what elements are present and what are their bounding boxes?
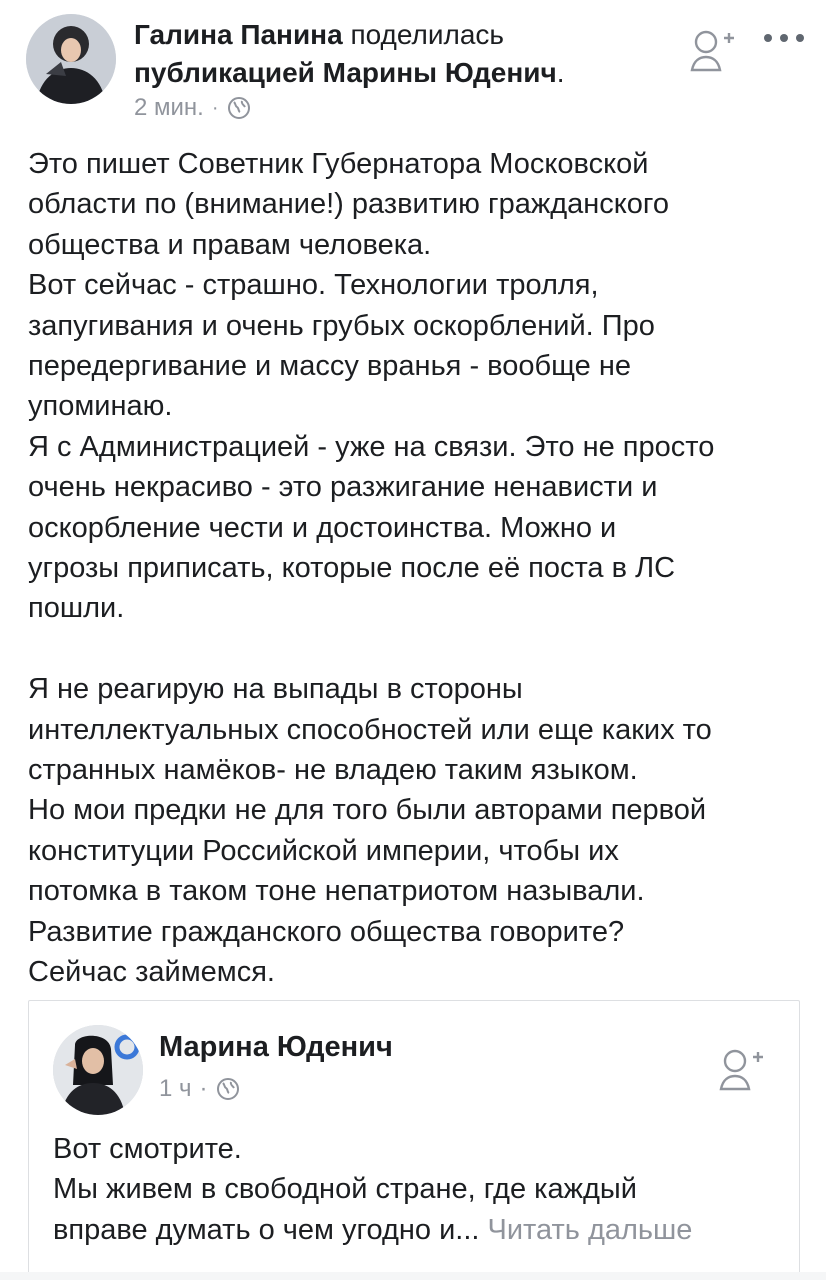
post-body-line: оскорбление чести и достоинства. Можно и bbox=[28, 511, 617, 544]
see-more-link[interactable]: Читать дальше bbox=[487, 1213, 693, 1246]
author-avatar[interactable] bbox=[26, 14, 116, 104]
add-friend-icon[interactable] bbox=[690, 26, 736, 76]
shared-body-line: вправе думать о чем угодно и... bbox=[53, 1213, 480, 1246]
post-body-line: Я с Администрацией - уже на связи. Это не просто bbox=[28, 430, 715, 463]
author-name[interactable]: Галина Панина bbox=[134, 19, 343, 50]
post-body-line: Вот сейчас - страшно. Технологии тролля, bbox=[28, 269, 599, 302]
shared-meta-separator: · bbox=[199, 1075, 208, 1102]
post-body bbox=[28, 144, 808, 993]
header-line-2 bbox=[134, 54, 674, 92]
globe-icon[interactable] bbox=[216, 1077, 240, 1101]
post-meta bbox=[134, 94, 251, 122]
shared-author-avatar[interactable] bbox=[53, 1025, 143, 1115]
post-body-line: интеллектуальных способностей или еще каких то bbox=[28, 713, 712, 746]
post-body-line: Сейчас займемся. bbox=[28, 956, 275, 989]
add-friend-icon[interactable] bbox=[719, 1045, 765, 1095]
post-body-line: странных намёков- не владею таким языком. bbox=[28, 754, 638, 787]
shared-from-link[interactable]: публикацией Марины Юденич bbox=[134, 57, 557, 88]
post-body-line: области по (внимание!) развитию гражданского bbox=[28, 188, 670, 221]
post-body-line: Это пишет Советник Губернатора Московской bbox=[28, 148, 649, 180]
post-body-line: запугивания и очень грубых оскорблений. Про bbox=[28, 309, 655, 342]
post-body-line: Я не реагирую на выпады в стороны bbox=[28, 673, 523, 706]
post-body-line: общества и правам человека. bbox=[28, 228, 432, 261]
header-period: . bbox=[556, 57, 565, 88]
post-body-line: конституции Российской империи, чтобы их bbox=[28, 834, 619, 867]
shared-post-meta bbox=[159, 1075, 240, 1103]
post-header-text bbox=[134, 16, 674, 92]
post-body-line: пошли. bbox=[28, 592, 125, 625]
shared-author-avatar-image bbox=[53, 1025, 143, 1115]
shared-post-body bbox=[53, 1129, 793, 1250]
header-line-1 bbox=[134, 16, 674, 54]
shared-body-line: Вот смотрите. bbox=[53, 1133, 242, 1165]
post-body-line: передергивание и массу вранья - вообще не bbox=[28, 350, 631, 383]
bottom-strip bbox=[0, 1272, 826, 1280]
post-body-line: потомка в таком тоне непатриотом называли. bbox=[28, 875, 645, 908]
post-body-line: Но мои предки не для того были авторами первой bbox=[28, 794, 707, 827]
shared-author-name[interactable]: Марина Юденич bbox=[159, 1031, 393, 1063]
post-header bbox=[0, 0, 826, 140]
globe-icon[interactable] bbox=[227, 96, 251, 120]
shared-body-line-3 bbox=[53, 1210, 793, 1250]
more-icon[interactable] bbox=[762, 30, 806, 46]
shared-post-card[interactable] bbox=[28, 1000, 800, 1280]
shared-body-line: Мы живем в свободной стране, где каждый bbox=[53, 1173, 637, 1206]
author-avatar-image bbox=[26, 14, 116, 104]
paragraph-gap bbox=[28, 629, 808, 669]
post-body-line: Развитие гражданского общества говорите? bbox=[28, 915, 625, 948]
post-timestamp[interactable]: 2 мин. bbox=[134, 94, 204, 121]
shared-post-timestamp[interactable]: 1 ч bbox=[159, 1075, 192, 1102]
post-body-line: упоминаю. bbox=[28, 390, 173, 423]
post-body-line: угрозы приписать, которые после её поста в ЛС bbox=[28, 552, 676, 585]
post-body-line: очень некрасиво - это разжигание ненависти и bbox=[28, 471, 658, 504]
meta-separator: · bbox=[211, 96, 219, 119]
share-action-text: поделилась bbox=[350, 19, 505, 50]
